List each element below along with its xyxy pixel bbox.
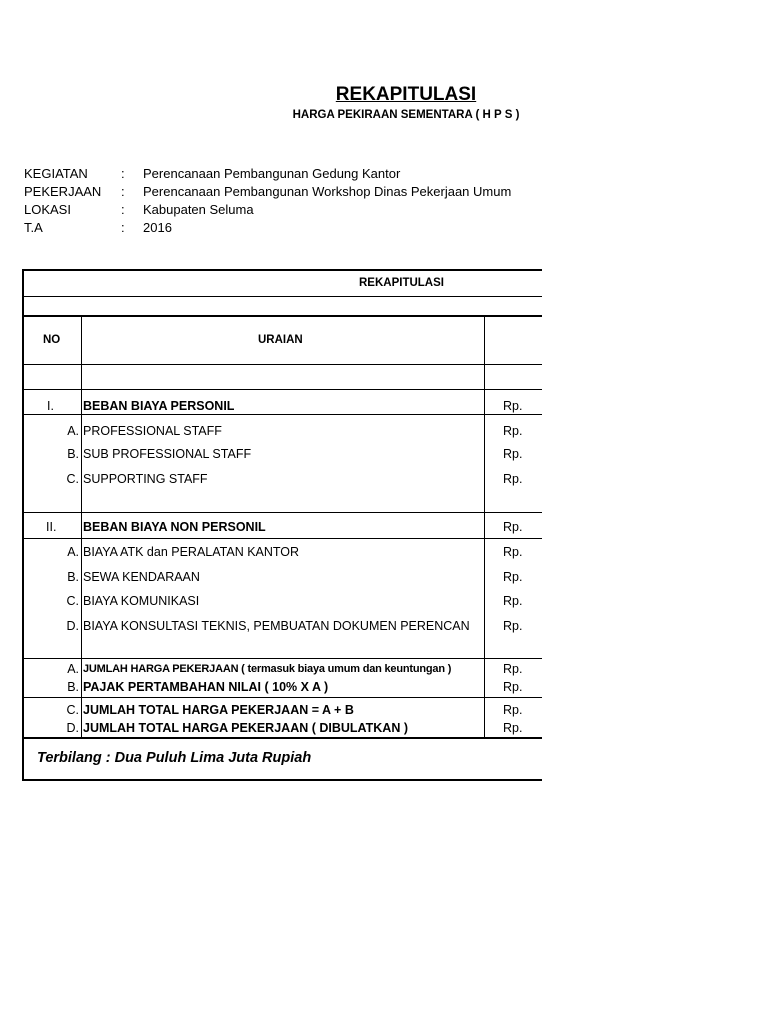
currency-label: Rp. (503, 520, 523, 534)
currency-label: Rp. (503, 594, 523, 608)
item-label: BIAYA KOMUNIKASI (83, 594, 200, 608)
item-letter: D. (66, 619, 79, 633)
currency-label: Rp. (503, 619, 523, 633)
total-letter: D. (66, 721, 79, 735)
currency-label: Rp. (503, 662, 523, 676)
info-label-lokasi: LOKASI (24, 202, 71, 217)
column-header-no: NO (43, 334, 61, 346)
total-letter: B. (67, 680, 79, 694)
info-sep: : (121, 184, 125, 199)
table-title: REKAPITULASI (359, 277, 444, 289)
page-subtitle: HARGA PEKIRAAN SEMENTARA ( H P S ) (292, 109, 520, 121)
item-label: BIAYA ATK dan PERALATAN KANTOR (83, 545, 300, 559)
item-letter: B. (67, 570, 79, 584)
currency-label: Rp. (503, 570, 523, 584)
info-label-pekerjaan: PEKERJAAN (24, 184, 102, 199)
section-label: BEBAN BIAYA PERSONIL (83, 399, 235, 413)
info-sep: : (121, 202, 125, 217)
info-value-lokasi: Kabupaten Seluma (143, 202, 254, 217)
currency-label: Rp. (503, 447, 523, 461)
item-label: SEWA KENDARAAN (83, 570, 200, 584)
terbilang-text: Terbilang : Dua Puluh Lima Juta Rupiah (37, 750, 312, 766)
total-letter: C. (66, 703, 79, 717)
item-label: SUPPORTING STAFF (83, 472, 208, 486)
currency-label: Rp. (503, 721, 523, 735)
info-value-kegiatan: Perencanaan Pembangunan Gedung Kantor (143, 166, 401, 181)
info-sep: : (121, 220, 125, 235)
column-header-uraian: URAIAN (258, 334, 303, 346)
info-label-ta: T.A (24, 220, 43, 235)
item-letter: C. (66, 594, 79, 608)
item-label: BIAYA KONSULTASI TEKNIS, PEMBUATAN DOKUMEN PERENCAN (83, 619, 470, 633)
currency-label: Rp. (503, 399, 523, 413)
total-label: JUMLAH TOTAL HARGA PEKERJAAN = A + B (83, 703, 354, 717)
total-label: PAJAK PERTAMBAHAN NILAI ( 10% X A ) (83, 680, 329, 694)
info-sep: : (121, 166, 125, 181)
currency-label: Rp. (503, 424, 523, 438)
currency-label: Rp. (503, 545, 523, 559)
item-label: PROFESSIONAL STAFF (83, 424, 222, 438)
section-number: I. (47, 399, 54, 413)
item-letter: C. (66, 472, 79, 486)
currency-label: Rp. (503, 703, 523, 717)
page-title: REKAPITULASI (335, 84, 477, 105)
total-letter: A. (67, 662, 79, 676)
total-label: JUMLAH HARGA PEKERJAAN ( termasuk biaya umum dan keuntungan ) (83, 663, 452, 675)
currency-label: Rp. (503, 680, 523, 694)
info-value-ta: 2016 (143, 220, 172, 235)
section-number: II. (46, 520, 57, 534)
section-label: BEBAN BIAYA NON PERSONIL (83, 520, 266, 534)
info-label-kegiatan: KEGIATAN (24, 166, 88, 181)
item-label: SUB PROFESSIONAL STAFF (83, 447, 252, 461)
info-value-pekerjaan: Perencanaan Pembangunan Workshop Dinas Pekerjaan Umum (143, 184, 512, 199)
currency-label: Rp. (503, 472, 523, 486)
total-label: JUMLAH TOTAL HARGA PEKERJAAN ( DIBULATKAN ) (83, 721, 408, 735)
item-letter: A. (67, 545, 79, 559)
item-letter: B. (67, 447, 79, 461)
item-letter: A. (67, 424, 79, 438)
